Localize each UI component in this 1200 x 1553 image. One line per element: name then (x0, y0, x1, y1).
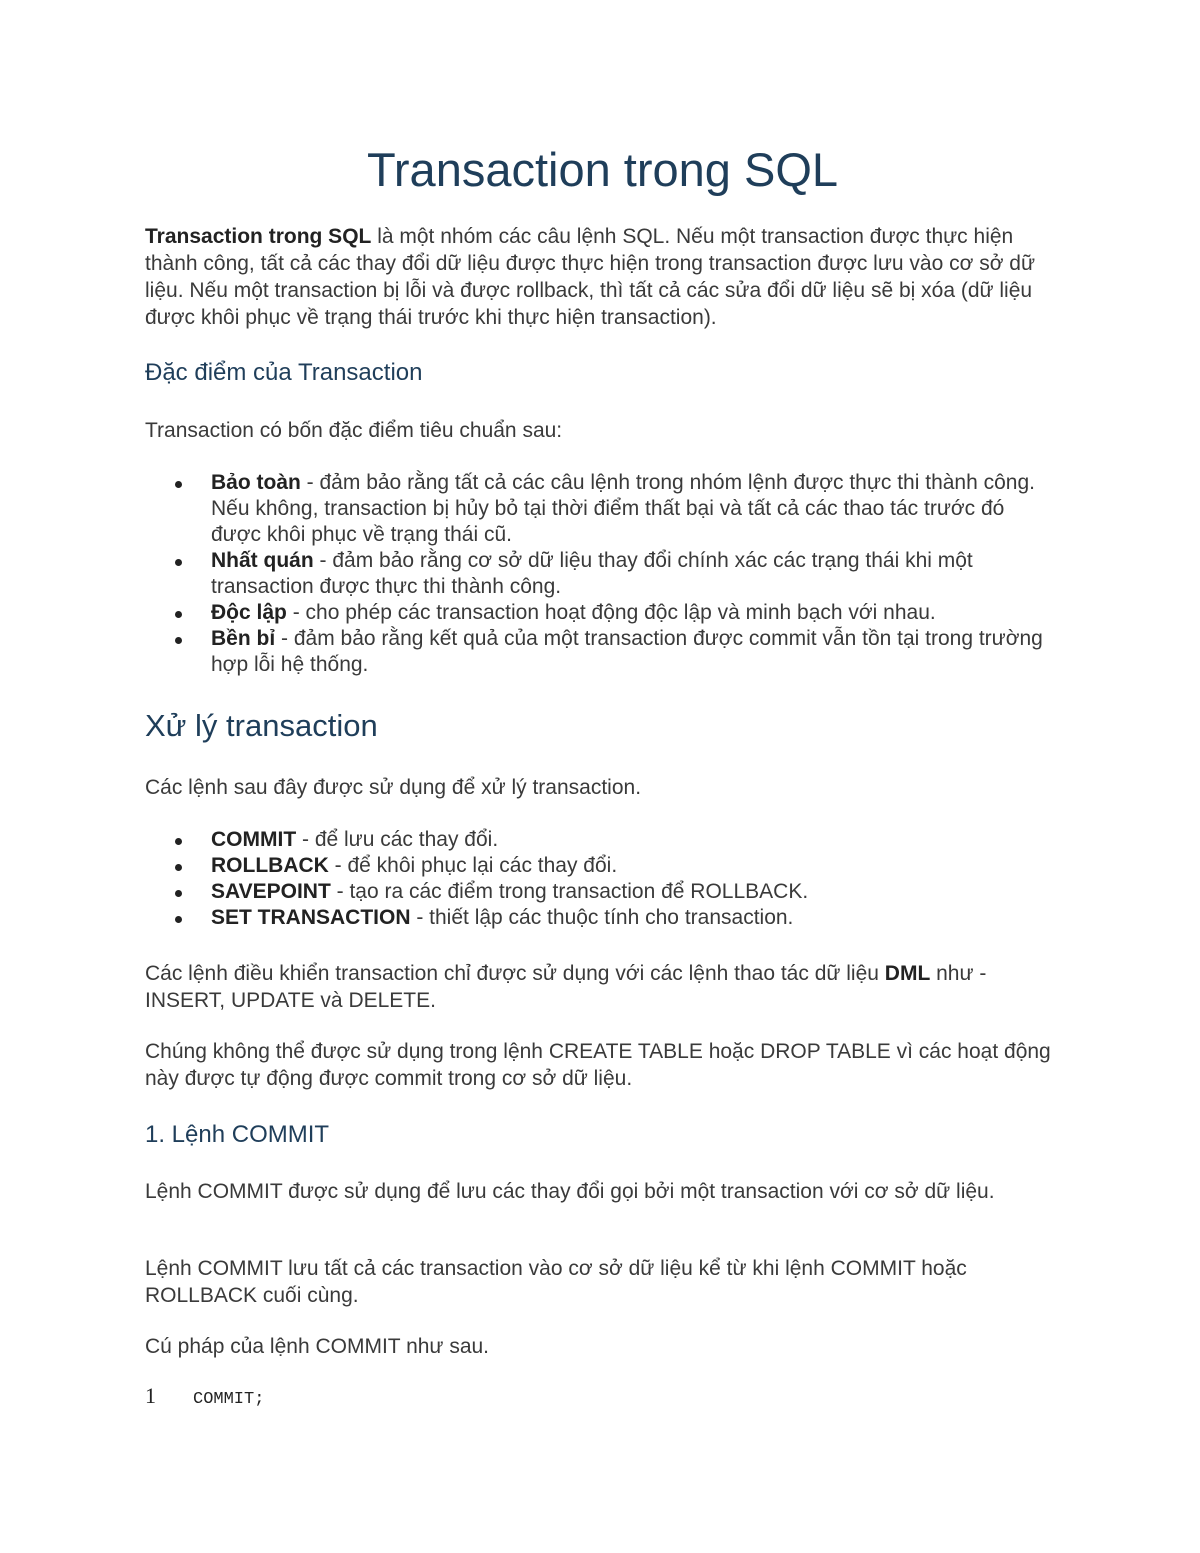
code-block (145, 1383, 264, 1413)
command-desc: - để lưu các thay đổi. (296, 828, 499, 851)
code-line-number: 1 (145, 1383, 156, 1408)
dml-note-after: như - INSERT, UPDATE và DELETE. (145, 962, 987, 1012)
command-term: SET TRANSACTION (211, 906, 411, 929)
feature-desc: - đảm bảo rằng kết quả của một transaction được commit vẫn tồn tại trong trường hợp lỗi hệ thống. (211, 627, 1043, 676)
list-item (145, 905, 1060, 931)
list-item (145, 626, 1060, 678)
page-title: Transaction trong SQL (366, 143, 839, 196)
feature-desc: - đảm bảo rằng tất cả các câu lệnh trong nhóm lệnh được thực thi thành công. Nếu không, transaction bị hủy bỏ tại thời điểm thất bại và tất cả các thao tác trước đó được khôi phục về trạng thái cũ. (211, 471, 1035, 546)
command-desc: - để khôi phục lại các thay đổi. (328, 854, 618, 877)
dml-note-bold: DML (884, 962, 931, 985)
feature-term: Độc lập (211, 601, 287, 624)
processing-lead: Các lệnh sau đây được sử dụng để xử lý transaction. (145, 776, 642, 799)
commit-para-2: Lệnh COMMIT lưu tất cả các transaction vào cơ sở dữ liệu kể từ khi lệnh COMMIT hoặc ROLLBACK cuối cùng. (145, 1257, 967, 1307)
list-item (145, 600, 1060, 626)
intro-paragraph (145, 223, 1060, 331)
commit-para-1: Lệnh COMMIT được sử dụng để lưu các thay đổi gọi bởi một transaction với cơ sở dữ liệu. (145, 1180, 995, 1203)
code-line: COMMIT; (193, 1390, 265, 1409)
intro-bold-term: Transaction trong SQL (145, 225, 372, 248)
list-item (145, 879, 1060, 905)
processing-heading: Xử lý transaction (145, 708, 378, 743)
feature-desc: - cho phép các transaction hoạt động độc lập và minh bạch với nhau. (286, 601, 936, 624)
features-heading: Đặc điểm của Transaction (145, 359, 423, 386)
features-list (145, 470, 1060, 678)
feature-desc: - đảm bảo rằng cơ sở dữ liệu thay đổi chính xác các trạng thái khi một transaction được thực thi thành công. (211, 549, 973, 598)
command-desc: - thiết lập các thuộc tính cho transaction. (410, 906, 794, 929)
command-term: ROLLBACK (211, 854, 329, 877)
list-item (145, 827, 1060, 853)
features-lead: Transaction có bốn đặc điểm tiêu chuẩn sau: (145, 419, 563, 442)
list-item (145, 548, 1060, 600)
list-item (145, 853, 1060, 879)
commit-para-3: Cú pháp của lệnh COMMIT như sau. (145, 1335, 490, 1358)
commit-heading: 1. Lệnh COMMIT (145, 1121, 330, 1148)
dml-note-before: Các lệnh điều khiển transaction chỉ được sử dụng với các lệnh thao tác dữ liệu (145, 962, 885, 985)
commands-list (145, 827, 1060, 931)
command-term: SAVEPOINT (211, 880, 331, 903)
command-desc: - tạo ra các điểm trong transaction để ROLLBACK. (330, 880, 809, 903)
ddl-note: Chúng không thể được sử dụng trong lệnh CREATE TABLE hoặc DROP TABLE vì các hoạt động này được tự động được commit trong cơ sở dữ liệu. (145, 1040, 1051, 1090)
feature-term: Bền bỉ (211, 627, 276, 650)
list-item (145, 470, 1060, 548)
intro-text: là một nhóm các câu lệnh SQL. Nếu một transaction được thực hiện thành công, tất cả các thay đổi dữ liệu được thực hiện trong transaction được lưu vào cơ sở dữ liệu. Nếu một transaction bị lỗi và được rollback, thì tất cả các sửa đổi dữ liệu sẽ bị xóa (dữ liệu được khôi phục về trạng thái trước khi thực hiện transaction). (145, 225, 1036, 329)
feature-term: Nhất quán (211, 549, 314, 572)
feature-term: Bảo toàn (211, 471, 301, 494)
dml-note (145, 960, 1060, 1014)
command-term: COMMIT (211, 828, 297, 851)
